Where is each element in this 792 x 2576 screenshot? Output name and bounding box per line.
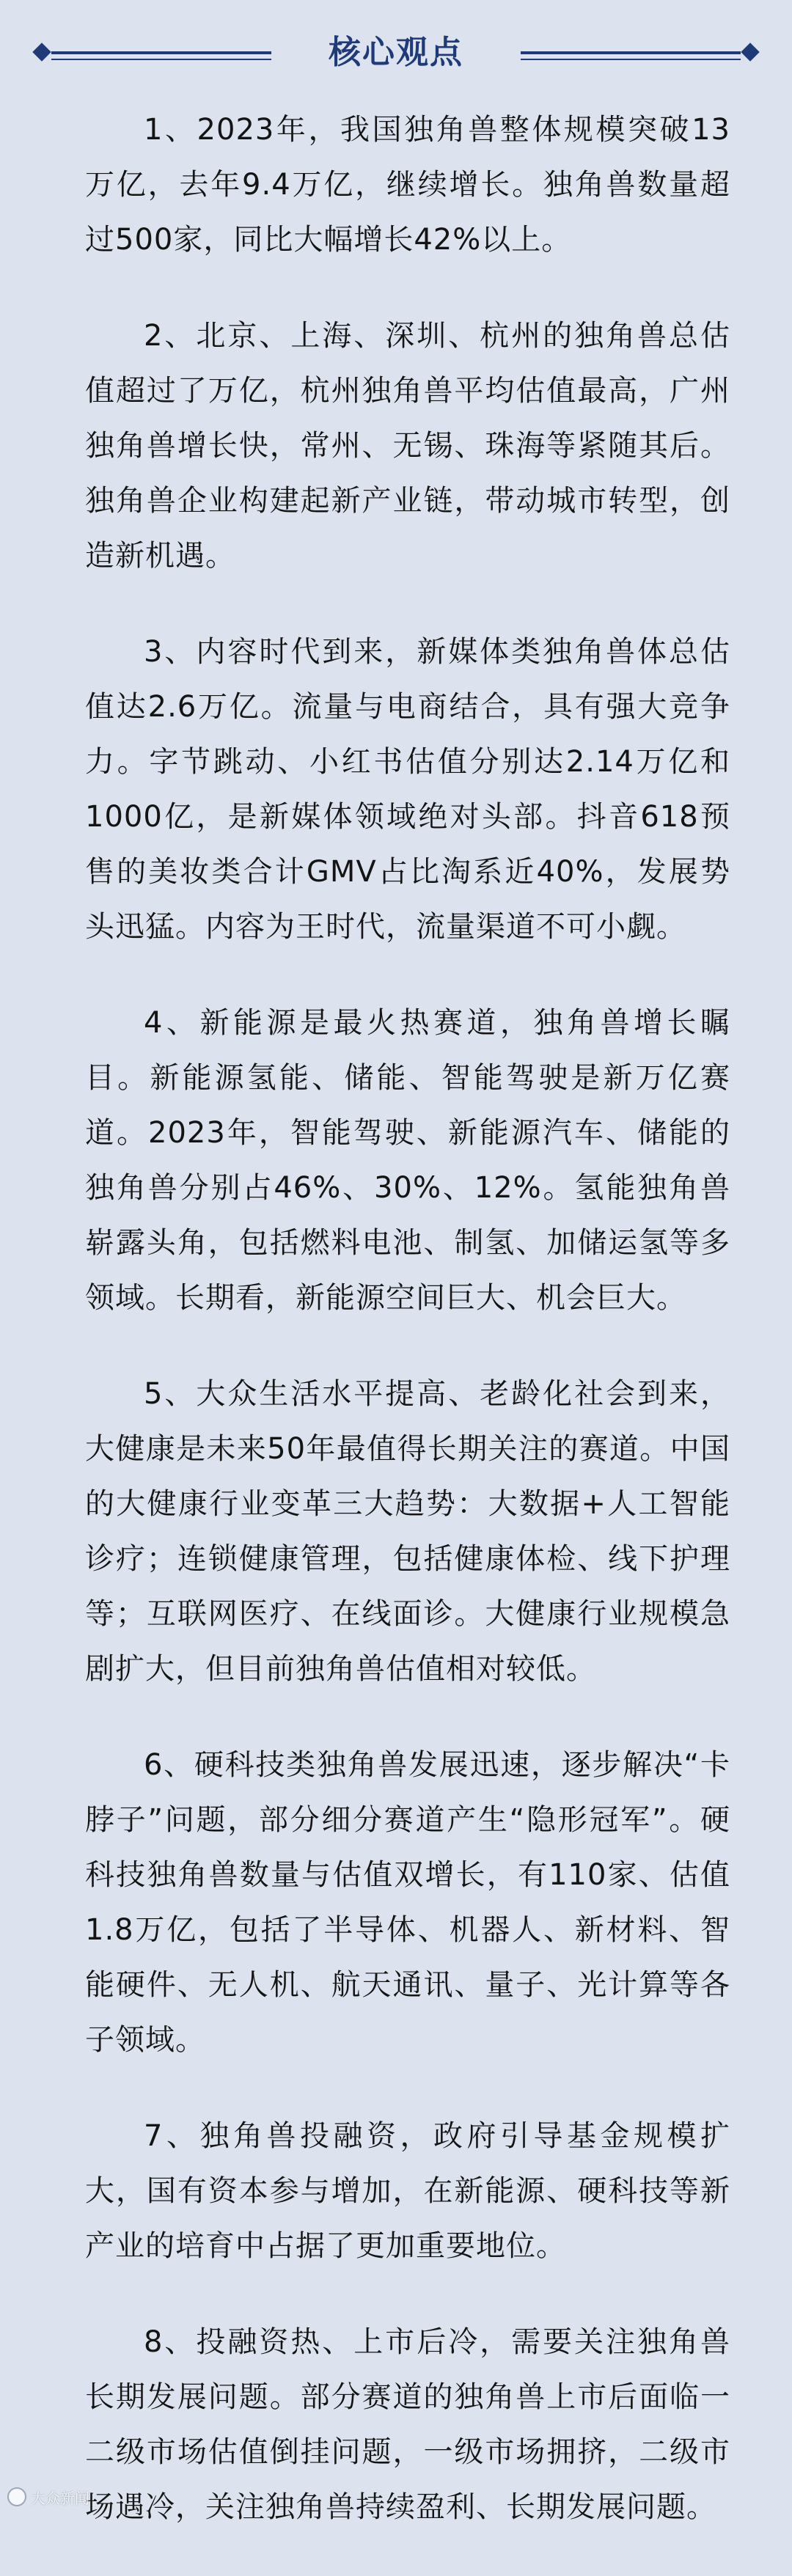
- title-rule-right: [521, 51, 741, 54]
- title-diamond-right-icon: [741, 43, 759, 61]
- viewpoint-paragraph-2: 2、北京、上海、深圳、杭州的独角兽总估值超过了万亿，杭州独角兽平均估值最高，广州独角兽增长快，常州、无锡、珠海等紧随其后。独角兽企业构建起新产业链，带动城市转型，创造新机遇。: [85, 319, 730, 573]
- viewpoint-paragraph-8: 8、投融资热、上市后冷，需要关注独角兽长期发展问题。部分赛道的独角兽上市后面临一二级市场估值倒挂问题，一级市场拥挤，二级市场遇冷，关注独角兽持续盈利、长期发展问题。: [85, 2325, 730, 2524]
- title-rule-left: [51, 51, 271, 54]
- viewpoint-paragraph-6: 6、硬科技类独角兽发展迅速，逐步解决“卡脖子”问题，部分细分赛道产生“隐形冠军”。硬科技独角兽数量与估值双增长，有110家、估值1.8万亿，包括了半导体、机器人、新材料、智能硬件、无人机、航天通讯、量子、光计算等各子领域。: [85, 1748, 730, 2057]
- watermark-label: 大众新闻: [31, 2490, 89, 2507]
- watermark-logo: [7, 2486, 89, 2508]
- header-top-band: [0, 0, 792, 16]
- viewpoint-paragraph-5: 5、大众生活水平提高、老龄化社会到来，大健康是未来50年最值得长期关注的赛道。中国的大健康行业变革三大趋势：大数据+人工智能诊疗；连锁健康管理，包括健康体检、线下护理等；互联网医疗、在线面诊。大健康行业规模急剧扩大，但目前独角兽估值相对较低。: [85, 1377, 730, 1686]
- viewpoint-list: [85, 103, 730, 2576]
- viewpoint-paragraph-1: 1、2023年，我国独角兽整体规模突破13万亿，去年9.4万亿，继续增长。独角兽数量超过500家，同比大幅增长42%以上。: [85, 113, 730, 257]
- title-diamond-left-icon: [32, 43, 51, 61]
- watermark-mark-icon: [7, 2487, 26, 2506]
- viewpoint-paragraph-7: 7、独角兽投融资，政府引导基金规模扩大，国有资本参与增加，在新能源、硬科技等新产业的培育中占据了更加重要地位。: [85, 2119, 730, 2263]
- title-rule-right-thin: [521, 59, 741, 60]
- viewpoint-paragraph-4: 4、新能源是最火热赛道，独角兽增长瞩目。新能源氢能、储能、智能驾驶是新万亿赛道。2023年，智能驾驶、新能源汽车、储能的独角兽分别占46%、30%、12%。氢能独角兽崭露头角，包括燃料电池、制氢、加储运氢等多领域。长期看，新能源空间巨大、机会巨大。: [85, 1006, 730, 1315]
- section-title: 核心观点: [329, 34, 463, 71]
- title-rule-left-thin: [51, 59, 271, 60]
- section-header: [0, 0, 792, 110]
- viewpoint-paragraph-3: 3、内容时代到来，新媒体类独角兽体总估值达2.6万亿。流量与电商结合，具有强大竞争力。字节跳动、小红书估值分别达2.14万亿和1000亿，是新媒体领域绝对头部。抖音618预售的美妆类合计GMV占比淘系近40%，发展势头迅猛。内容为王时代，流量渠道不可小觑。: [85, 635, 730, 944]
